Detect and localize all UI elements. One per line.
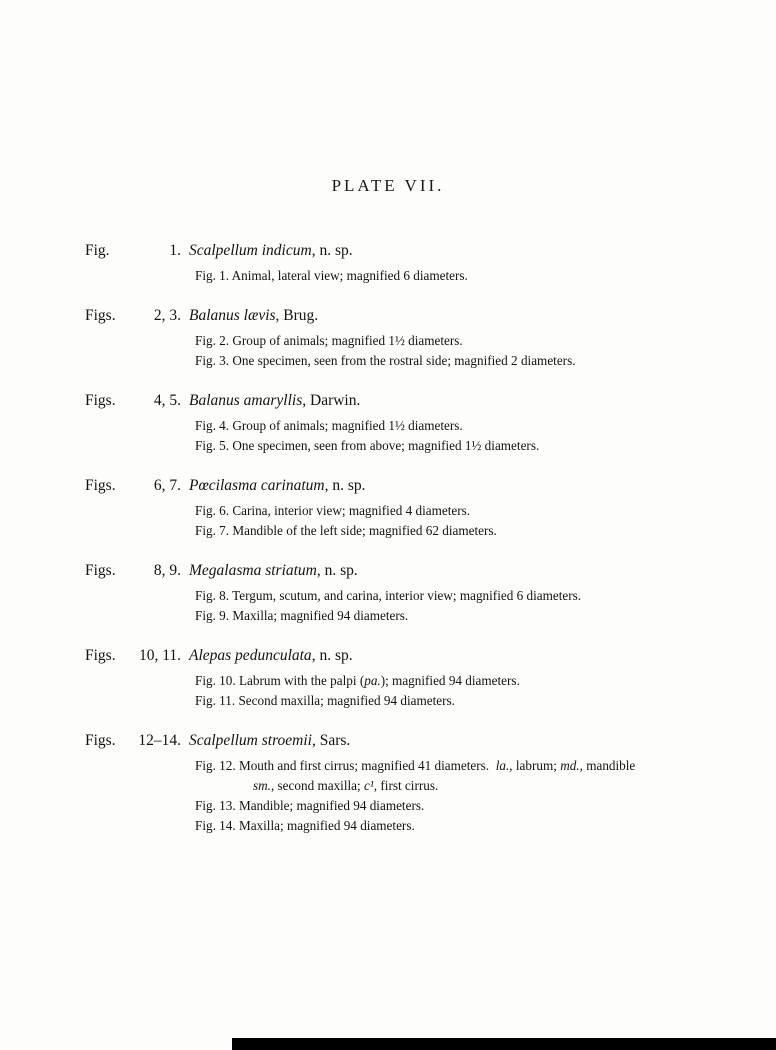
detail-line [195,796,746,816]
detail-text: Fig. 8. Tergum, scutum, and carina, interior view; magnified 6 diameters. [195,588,582,603]
abbreviation: c¹ [363,778,374,793]
abbreviation: la. [495,758,510,773]
figure-entry [85,645,746,711]
figure-entry-heading [85,240,746,262]
figure-entry-heading [85,645,746,667]
abbreviation: md. [560,758,580,773]
detail-text: , second maxilla; [270,778,364,793]
figure-list [85,240,746,836]
detail-line [195,586,746,606]
figure-column [85,560,181,582]
figure-entry-heading [85,730,746,752]
detail-line [195,816,746,836]
figure-entry-heading [85,305,746,327]
fig-label: Figs. [85,307,116,324]
detail-text: Fig. 2. Group of animals; magnified 1½ diameters. [195,333,463,348]
species-author: , Darwin. [302,392,361,409]
fig-label: Figs. [85,647,116,664]
detail-line [195,756,746,776]
figure-entry-heading [85,390,746,412]
detail-text: Fig. 3. One specimen, seen from the rostral side; magnified 2 diameters. [195,353,576,368]
detail-line [195,416,746,436]
species-author: , n. sp. [324,477,366,494]
detail-text: Fig. 1. Animal, lateral view; magnified 6 diameters. [195,268,468,283]
detail-line [195,776,746,796]
figure-column [85,305,181,327]
figure-column [85,240,181,262]
detail-text: , labrum; [509,758,561,773]
detail-text: Fig. 10. Labrum with the palpi ( [195,673,365,688]
detail-text: Fig. 12. Mouth and first cirrus; magnified 41 diameters. [195,758,496,773]
detail-line [195,501,746,521]
detail-line [195,436,746,456]
fig-numbers: 12–14. [138,732,181,749]
figure-column [85,475,181,497]
figure-column [85,730,181,752]
fig-label: Figs. [85,477,116,494]
fig-label: Fig. [85,242,110,259]
fig-numbers: 6, 7. [153,477,181,494]
detail-lines [85,331,746,371]
detail-text: ); magnified 94 diameters. [380,673,520,688]
species-name: Balanus amaryllis [189,392,303,409]
detail-line [195,266,746,286]
figure-column [85,390,181,412]
detail-lines [85,756,746,836]
fig-numbers: 8, 9. [153,562,181,579]
detail-lines [85,501,746,541]
detail-line [195,691,746,711]
species-name: Alepas pedunculata [189,647,312,664]
scan-artifact-bottom-bar [232,1038,776,1050]
fig-numbers: 10, 11. [138,647,181,664]
detail-line [195,606,746,626]
detail-text: Fig. 14. Maxilla; magnified 94 diameters. [195,818,415,833]
species-author: , n. sp. [311,242,353,259]
fig-label: Figs. [85,562,116,579]
detail-text: Fig. 7. Mandible of the left side; magnified 62 diameters. [195,523,497,538]
fig-label: Figs. [85,732,116,749]
detail-line [195,351,746,371]
abbreviation: pa. [364,673,381,688]
species-name: Scalpellum indicum [189,242,312,259]
figure-entry [85,475,746,541]
fig-numbers: 2, 3. [153,307,181,324]
figure-column [85,645,181,667]
figure-entry-heading [85,560,746,582]
abbreviation: sm. [253,778,271,793]
detail-lines [85,671,746,711]
detail-line [195,521,746,541]
species-author: , n. sp. [311,647,353,664]
figure-entry-heading [85,475,746,497]
figure-entry [85,240,746,286]
species-name: Megalasma striatum [189,562,317,579]
species-name: Scalpellum stroemii [189,732,312,749]
detail-text: Fig. 5. One specimen, seen from above; magnified 1½ diameters. [195,438,540,453]
figure-entry [85,305,746,371]
detail-text: Fig. 4. Group of animals; magnified 1½ diameters. [195,418,463,433]
fig-numbers: 4, 5. [153,392,181,409]
fig-numbers: 1. [169,242,181,259]
species-author: , n. sp. [316,562,358,579]
detail-lines [85,266,746,286]
detail-text: Fig. 9. Maxilla; magnified 94 diameters. [195,608,409,623]
detail-lines [85,586,746,626]
detail-text: Fig. 6. Carina, interior view; magnified 4 diameters. [195,503,471,518]
species-author: , Sars. [311,732,351,749]
detail-text: Fig. 11. Second maxilla; magnified 94 diameters. [195,693,455,708]
species-name: Balanus lævis [189,307,276,324]
detail-text: , first cirrus. [373,778,439,793]
detail-line [195,671,746,691]
figure-entry [85,390,746,456]
fig-label: Figs. [85,392,116,409]
species-author: , Brug. [275,307,319,324]
detail-text: , mandible [579,758,636,773]
detail-text: Fig. 13. Mandible; magnified 94 diameters. [195,798,425,813]
detail-lines [85,416,746,456]
species-name: Pœcilasma carinatum [189,477,325,494]
detail-line [195,331,746,351]
figure-entry [85,560,746,626]
plate-title: PLATE VII. [331,176,445,195]
figure-entry [85,730,746,836]
